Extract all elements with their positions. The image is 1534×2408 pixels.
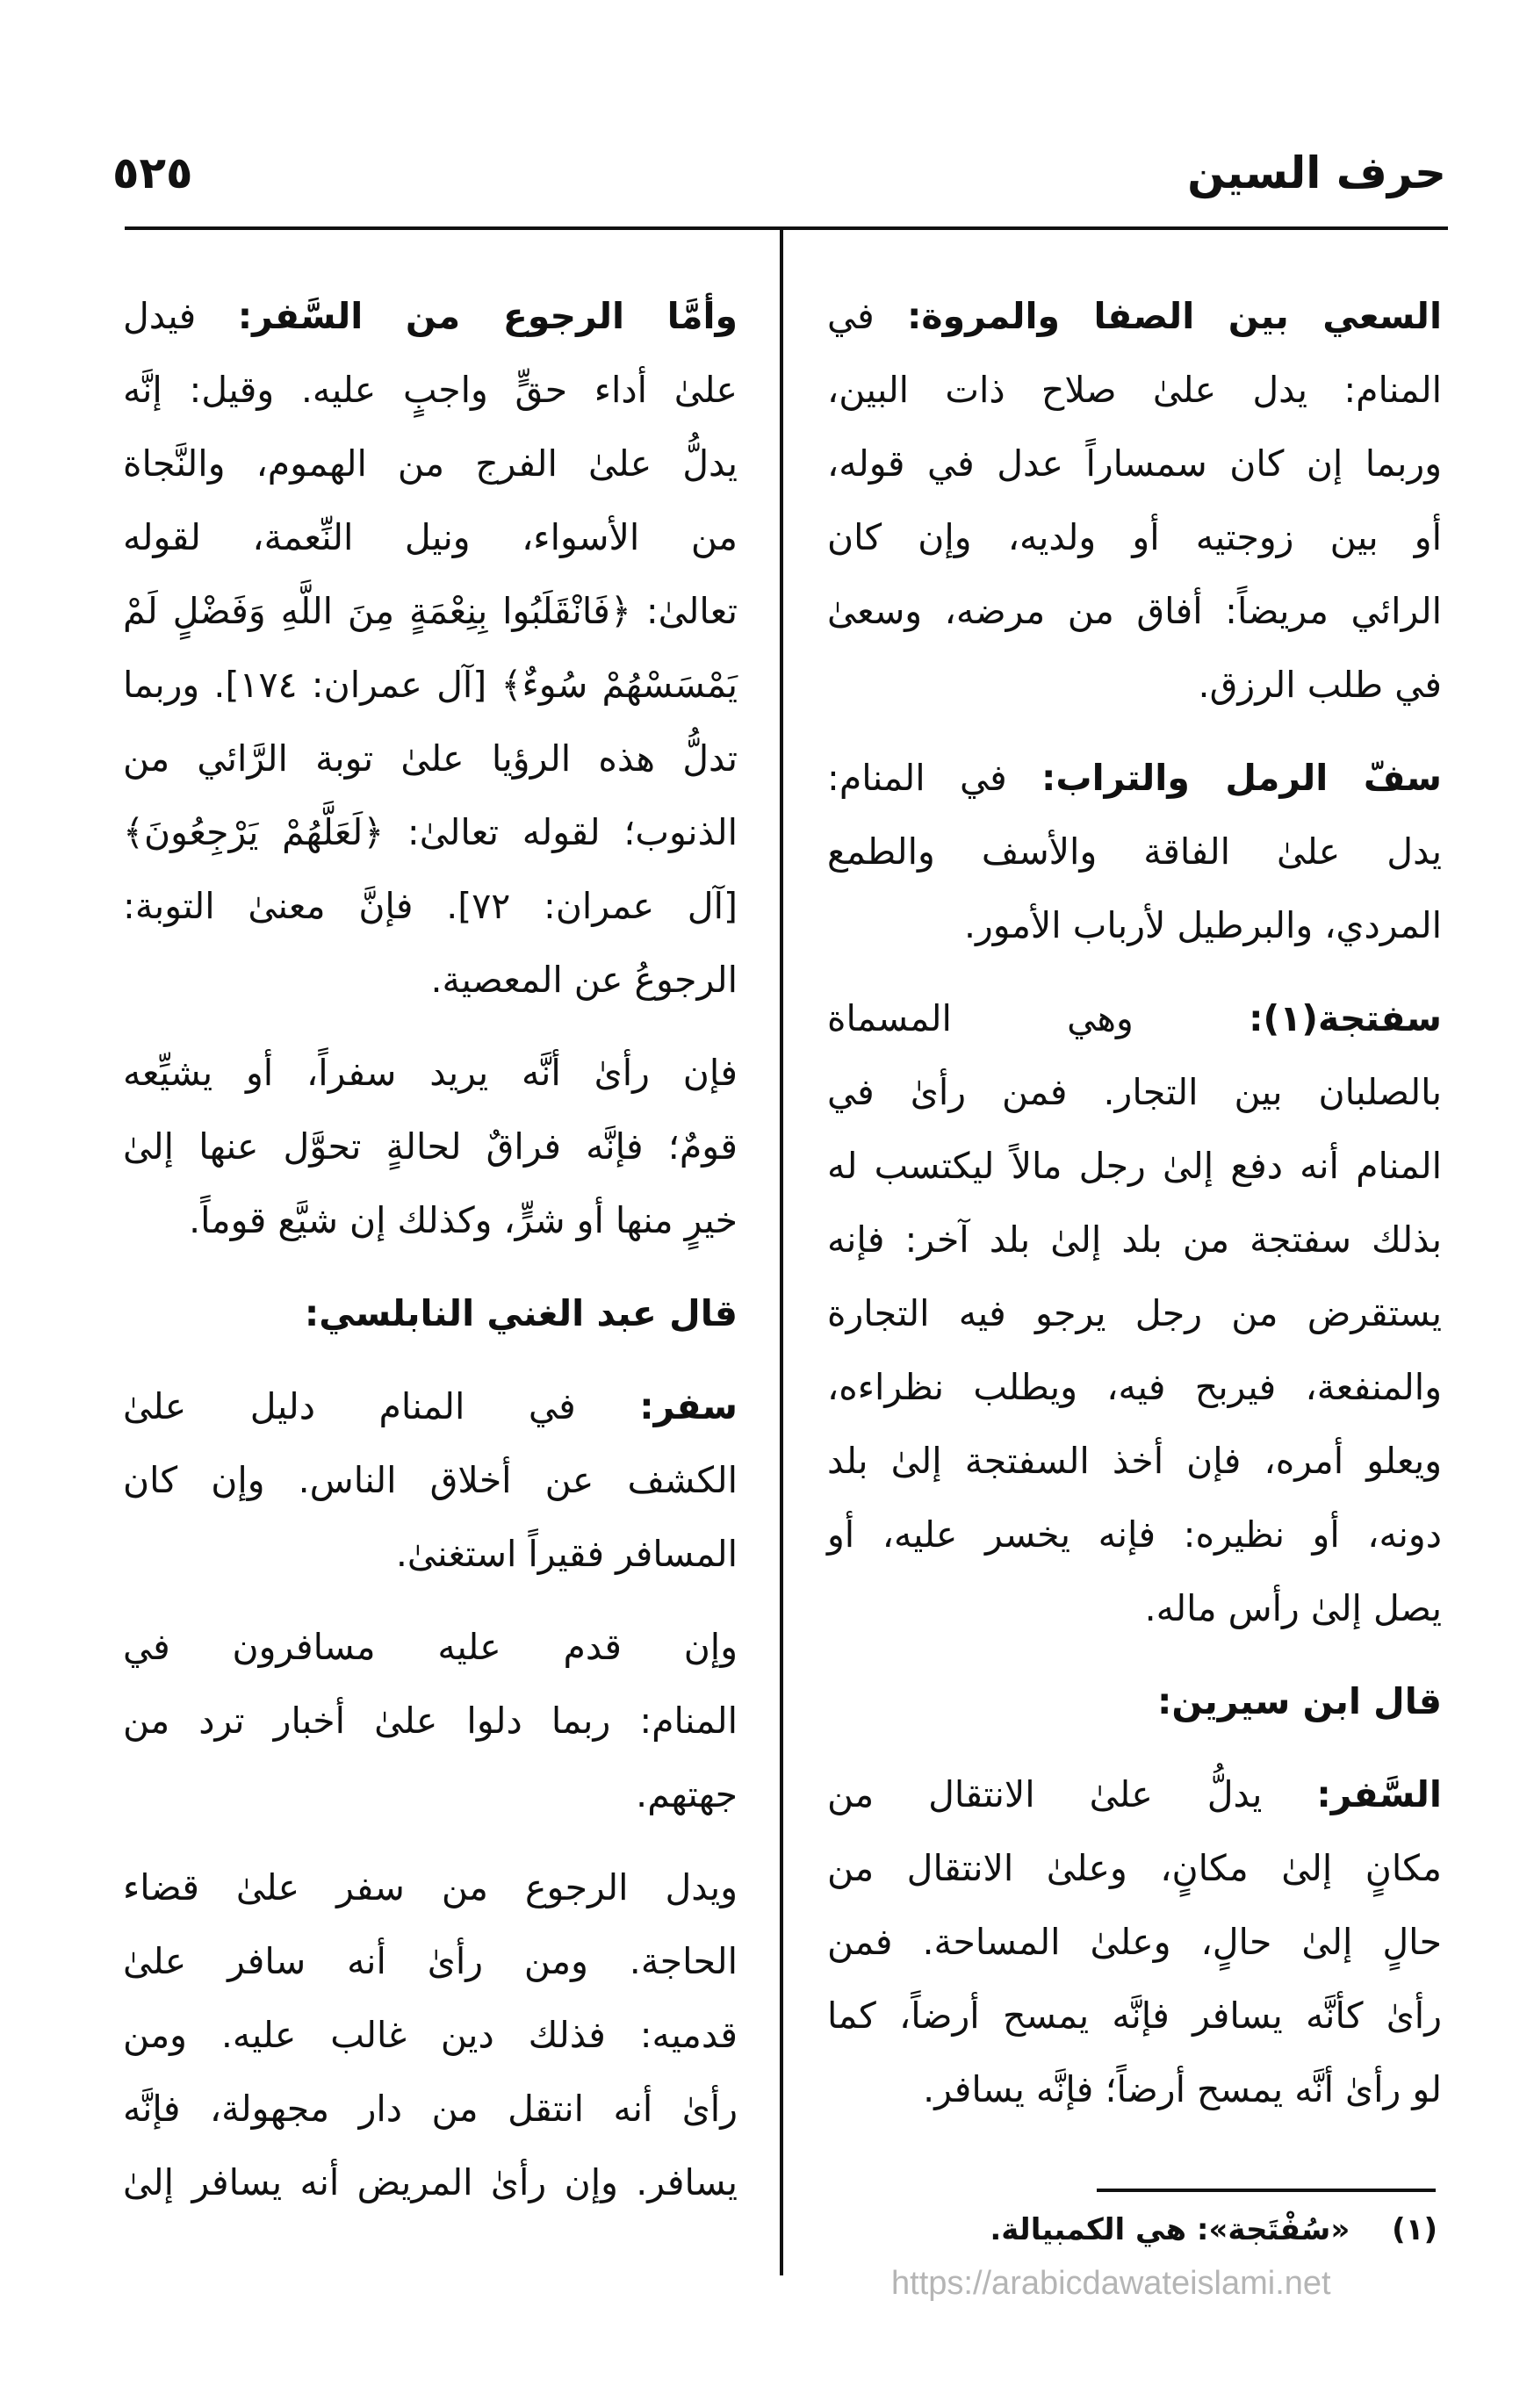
line-text: تدلُّ هذه الرؤيا علىٰ توبة الرَّائي من	[123, 737, 738, 780]
line-text: [آل عمران: ٧٢]. فإنَّ معنىٰ التوبة:	[123, 885, 738, 927]
text-line	[827, 353, 1442, 427]
line-text: دونه، أو نظيره: فإنه يخسر عليه، أو	[827, 1513, 1442, 1556]
line-text: المسافر فقيراً استغنىٰ.	[395, 1533, 738, 1575]
text-line	[123, 1757, 738, 1831]
text-line	[123, 353, 738, 427]
line-text: بذلك سفتجة من بلد إلىٰ بلد آخر: فإنه	[827, 1218, 1442, 1261]
paragraph	[123, 1036, 738, 1257]
footnote	[990, 2212, 1437, 2247]
paragraph	[827, 279, 1442, 722]
text-line	[827, 648, 1442, 722]
line-text: بالصلبان بين التجار. فمن رأىٰ في	[827, 1071, 1442, 1113]
line-text: فإن رأىٰ أنَّه يريد سفراً، أو يشيِّعه	[123, 1052, 738, 1094]
text-line	[123, 1924, 738, 1998]
line-text: يدلُّ علىٰ الفرج من الهموم، والنَّجاة	[123, 442, 738, 485]
line-text: الكشف عن أخلاق الناس. وإن كان	[123, 1459, 738, 1501]
line-text: الذنوب؛ لقوله تعالىٰ: ﴿لَعَلَّهُمْ يَرْجِعُونَ﴾	[123, 811, 738, 853]
line-text: المردي، والبرطيل لأرباب الأمور.	[963, 904, 1442, 946]
text-line	[827, 1350, 1442, 1424]
line-text: الحاجة. ومن رأىٰ أنه سافر علىٰ	[123, 1940, 738, 1982]
line-text: فيدل	[123, 295, 238, 337]
line-text: قومٌ؛ فإنَّه فراقٌ لحالةٍ تحوَّل عنها إلىٰ	[123, 1125, 738, 1168]
text-line	[827, 1055, 1442, 1129]
text-line	[123, 869, 738, 943]
text-line	[123, 1110, 738, 1183]
line-text: قدميه: فذلك دين غالب عليه. ومن	[123, 2014, 738, 2056]
text-line	[827, 427, 1442, 500]
line-text: يصل إلىٰ رأس ماله.	[1144, 1587, 1442, 1629]
right-column	[827, 279, 1442, 2146]
footnote-text: «سُفْتَجة»: هي الكمبيالة.	[990, 2212, 1350, 2247]
line-text: لو رأىٰ أنَّه يمسح أرضاً؛ فإنَّه يسافر.	[923, 2068, 1442, 2110]
text-line	[123, 1610, 738, 1684]
text-line	[827, 888, 1442, 962]
text-line	[123, 2146, 738, 2219]
text-line	[827, 1276, 1442, 1350]
line-text: أو بين زوجتيه أو ولديه، وإن كان	[827, 516, 1442, 558]
line-text: يسافر. وإن رأىٰ المريض أنه يسافر إلىٰ	[123, 2161, 738, 2203]
text-line	[827, 815, 1442, 888]
column-divider	[780, 230, 783, 2275]
text-line	[827, 574, 1442, 648]
text-line	[827, 279, 1442, 353]
text-line	[123, 2072, 738, 2146]
line-text: يدل علىٰ الفاقة والأسف والطمع	[827, 830, 1442, 873]
line-text: رأىٰ أنه انتقل من دار مجهولة، فإنَّه	[123, 2088, 738, 2130]
paragraph	[123, 1610, 738, 1831]
entry-term: سفر:	[639, 1385, 738, 1427]
text-line	[827, 500, 1442, 574]
line-text: يَمْسَسْهُمْ سُوءٌ﴾ [آل عمران: ١٧٤]. وربما	[123, 664, 738, 706]
text-line	[123, 1036, 738, 1110]
footnote-rule	[1097, 2189, 1436, 2192]
text-line	[827, 1757, 1442, 1831]
page-number: ٥٢٥	[112, 147, 193, 198]
text-line	[827, 741, 1442, 815]
text-line	[827, 2052, 1442, 2126]
section-heading: قال ابن سيرين:	[1157, 1680, 1442, 1722]
text-line	[123, 943, 738, 1017]
line-text: في طلب الرزق.	[1198, 664, 1442, 706]
line-text: يستقرض من رجل يرجو فيه التجارة	[827, 1292, 1442, 1334]
text-line	[123, 1684, 738, 1757]
line-text: يدلُّ علىٰ الانتقال من	[827, 1773, 1317, 1815]
line-text: جهتهم.	[636, 1773, 738, 1815]
entry-term: سفّ الرمل والتراب:	[1041, 757, 1442, 799]
text-line	[827, 1129, 1442, 1203]
paragraph	[123, 1851, 738, 2219]
header-rule	[125, 226, 1448, 230]
line-text: الرجوعُ عن المعصية.	[430, 959, 738, 1001]
text-line	[123, 1998, 738, 2072]
paragraph	[123, 279, 738, 1017]
text-line	[123, 427, 738, 500]
text-line	[123, 1851, 738, 1924]
line-text: ويعلو أمره، فإن أخذ السفتجة إلىٰ بلد	[827, 1440, 1442, 1482]
entry-term: السعي بين الصفا والمروة:	[907, 295, 1443, 337]
text-line	[827, 981, 1442, 1055]
line-text: مكانٍ إلىٰ مكانٍ، وعلىٰ الانتقال من	[827, 1847, 1442, 1889]
text-line	[123, 1443, 738, 1517]
line-text: خيرٍ منها أو شرٍّ، وكذلك إن شيَّع قوماً.	[189, 1199, 738, 1241]
text-line	[827, 1831, 1442, 1905]
paragraph	[123, 1369, 738, 1591]
text-line	[123, 1369, 738, 1443]
text-line	[123, 574, 738, 648]
line-text: في المنام دليل علىٰ	[123, 1385, 640, 1427]
text-line	[123, 500, 738, 574]
line-text: حالٍ إلىٰ حالٍ، وعلىٰ المساحة. فمن	[827, 1921, 1442, 1963]
line-text: المنام أنه دفع إلىٰ رجل مالاً ليكتسب له	[827, 1145, 1442, 1187]
line-text: والمنفعة، فيربح فيه، ويطلب نظراءه،	[827, 1366, 1442, 1408]
text-line	[123, 279, 738, 353]
text-line	[123, 795, 738, 869]
line-text: الرائي مريضاً: أفاق من مرضه، وسعىٰ	[827, 590, 1442, 632]
line-text: وربما إن كان سمساراً عدل في قوله،	[827, 442, 1442, 485]
footnote-number: (١)	[1392, 2212, 1437, 2247]
line-text: وإن قدم عليه مسافرون في	[123, 1626, 738, 1668]
line-text: المنام: ربما دلوا علىٰ أخبار ترد من	[123, 1700, 738, 1742]
text-line	[827, 1571, 1442, 1645]
paragraph	[827, 981, 1442, 1645]
text-line	[827, 1979, 1442, 2052]
text-line	[123, 722, 738, 795]
line-text: علىٰ أداء حقٍّ واجبٍ عليه. وقيل: إنَّه	[123, 369, 738, 411]
line-text: رأىٰ كأنَّه يسافر فإنَّه يمسح أرضاً، كما	[827, 1995, 1442, 2037]
entry-term: وأمَّا الرجوع من السَّفر:	[237, 295, 738, 337]
paragraph	[827, 1757, 1442, 2126]
running-header-title: حرف السين	[1187, 147, 1446, 198]
entry-term: السَّفر:	[1316, 1773, 1442, 1815]
text-line	[827, 1498, 1442, 1571]
text-line	[123, 1517, 738, 1591]
paragraph	[827, 741, 1442, 962]
text-line	[827, 1424, 1442, 1498]
entry-term: سفتجة(١):	[1249, 997, 1442, 1039]
text-line	[827, 1905, 1442, 1979]
line-text: المنام: يدل علىٰ صلاح ذات البين،	[827, 369, 1442, 411]
section-heading: قال عبد الغني النابلسي:	[304, 1292, 738, 1334]
text-line	[123, 648, 738, 722]
line-text: وهي المسماة	[827, 997, 1250, 1039]
text-line	[827, 1203, 1442, 1276]
watermark-url: https://arabicdawateislami.net	[891, 2265, 1331, 2302]
line-text: في المنام:	[827, 757, 1042, 799]
line-text: من الأسواء، ونيل النِّعمة، لقوله	[123, 516, 738, 558]
line-text: تعالىٰ: ﴿فَانْقَلَبُوا بِنِعْمَةٍ مِنَ اللَّهِ وَفَضْلٍ لَمْ	[123, 590, 738, 632]
text-line	[123, 1183, 738, 1257]
line-text: ويدل الرجوع من سفر علىٰ قضاء	[123, 1866, 738, 1908]
left-column	[123, 279, 738, 2239]
line-text: في	[827, 295, 908, 337]
